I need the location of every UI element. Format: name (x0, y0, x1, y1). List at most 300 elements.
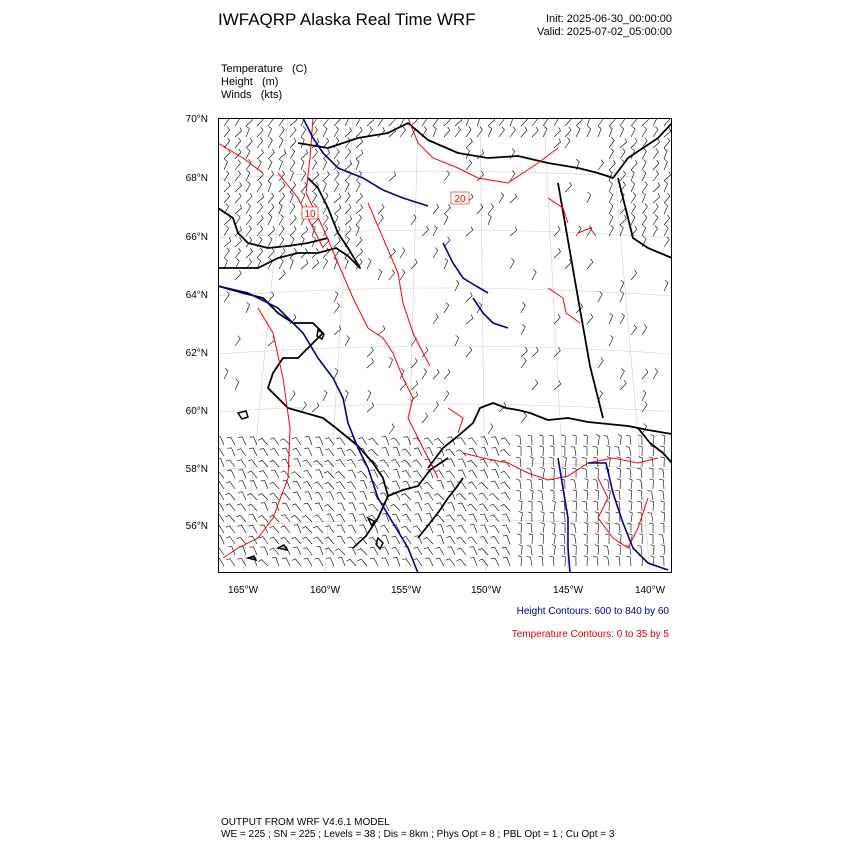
wind-barb (224, 225, 229, 236)
wind-barb (360, 492, 367, 500)
wind-barb (279, 137, 283, 148)
wind-barb (532, 347, 538, 357)
wind-barb (554, 226, 560, 236)
wind-barb (393, 558, 400, 566)
wind-barb (292, 448, 301, 456)
model-info-line1: OUTPUT FROM WRF V4.6.1 MODEL (221, 817, 390, 828)
wind-barb (268, 159, 272, 170)
wind-barb (631, 126, 635, 137)
wind-barb (457, 438, 466, 445)
lat-label-68n: 68°N (185, 173, 208, 184)
wind-barb (490, 515, 499, 522)
wind-barb (664, 138, 670, 148)
wind-barb (301, 227, 308, 236)
wind-barb (598, 291, 602, 302)
wind-barb (606, 446, 610, 457)
wind-barb (554, 248, 561, 258)
wind-barb (437, 525, 444, 533)
wind-barb (653, 149, 658, 159)
wind-barb (598, 118, 603, 126)
wind-barb (479, 493, 488, 500)
valid-time: Valid: 2025-07-02_05:00:00 (537, 26, 672, 38)
wind-barb (650, 446, 654, 456)
wind-barb (510, 148, 515, 159)
lon-label-140w: 140°W (634, 585, 666, 596)
wind-barb (488, 204, 494, 214)
wind-barb (433, 369, 439, 379)
wind-barb (323, 181, 326, 192)
wind-barb (258, 438, 268, 445)
wind-barb (304, 503, 312, 511)
wind-barb (346, 559, 356, 566)
wind-barb (370, 547, 378, 555)
wind-barb (444, 302, 449, 313)
wind-barb (235, 138, 241, 148)
wind-barb (381, 547, 389, 555)
wind-barb (367, 118, 374, 126)
wind-barb (468, 482, 477, 489)
wind-barb (510, 258, 514, 269)
wind-barb (593, 480, 598, 490)
wind-barb (345, 258, 348, 269)
wind-barb (290, 160, 295, 171)
wind-barb (334, 303, 340, 313)
lat-label-66n: 66°N (185, 232, 208, 243)
wind-barb (626, 556, 631, 566)
wind-barb (337, 448, 345, 456)
wind-barb (642, 148, 647, 159)
wind-barb (468, 537, 477, 544)
wind-barb (554, 138, 561, 148)
wind-barb (618, 434, 622, 445)
wind-barb (642, 126, 647, 137)
wind-barb (334, 126, 339, 137)
wind-barb (617, 468, 621, 478)
wind-barb (587, 126, 591, 137)
wind-barb (316, 448, 323, 456)
wind-barb (268, 118, 273, 126)
lat-label-64n: 64°N (185, 290, 208, 301)
wind-barb (468, 438, 477, 445)
wind-barb (323, 215, 328, 225)
wind-barb (595, 523, 599, 533)
lon-label-160w: 160°W (309, 585, 341, 596)
wind-barb (560, 545, 565, 555)
wind-barb (367, 403, 374, 413)
wind-barb (348, 525, 356, 533)
wind-barb (584, 545, 588, 555)
wind-barb (402, 449, 411, 456)
field-winds (221, 89, 282, 101)
wind-barb (628, 490, 632, 500)
wind-barb (356, 215, 362, 225)
wind-barb (224, 138, 230, 148)
wind-barb (290, 226, 296, 236)
wind-barb (315, 558, 323, 566)
wind-barb (631, 118, 637, 126)
wind-barb (258, 516, 268, 523)
wind-barb (334, 237, 340, 247)
wind-barb (479, 504, 488, 511)
wind-barb (664, 193, 670, 203)
islands (238, 330, 383, 560)
wind-barb (503, 558, 510, 566)
wind-barb (304, 558, 312, 566)
wind-barb (540, 446, 544, 456)
wind-barb (516, 480, 521, 490)
field-name: Temperature (221, 63, 283, 75)
field-name: Winds (221, 89, 252, 101)
wind-barb (356, 118, 361, 126)
wind-barb (500, 450, 510, 457)
wind-barb (620, 368, 624, 379)
wind-barb (664, 237, 669, 247)
wind-barb (510, 227, 517, 237)
wind-barb (457, 548, 466, 555)
wind-barb (554, 380, 561, 390)
wind-barb (260, 448, 269, 456)
wind-barb (334, 181, 339, 192)
wind-barb (444, 118, 450, 126)
wind-barb (529, 457, 533, 468)
wind-barb (235, 204, 242, 214)
wind-barb (279, 118, 284, 126)
wind-barb (402, 514, 411, 522)
wind-barb (281, 526, 290, 533)
wind-barb (301, 137, 304, 148)
wind-barb (549, 457, 554, 467)
wind-barb (238, 492, 246, 500)
wind-barb (378, 204, 384, 214)
wind-barb (301, 236, 304, 247)
wind-barb (359, 503, 367, 511)
wind-barb (521, 324, 525, 335)
wind-barb (517, 446, 521, 456)
wind-barb (521, 127, 527, 137)
wind-barb (334, 149, 339, 159)
wind-barb (659, 479, 664, 489)
wind-barb (293, 547, 301, 555)
wind-barb (468, 493, 477, 500)
wind-barb (239, 470, 247, 478)
wind-barb (446, 525, 455, 533)
wind-barb (413, 460, 422, 467)
wind-barb (521, 302, 525, 313)
wind-barb (642, 204, 647, 214)
wind-barb (227, 437, 235, 445)
wind-barb (595, 468, 599, 478)
wind-barb (279, 236, 284, 247)
wind-barb (609, 181, 612, 192)
wind-barb (629, 512, 633, 523)
wind-barb (250, 547, 258, 555)
wind-barb (631, 270, 637, 280)
wind-barb (648, 513, 654, 522)
wind-barb (502, 547, 510, 555)
wind-barb (593, 556, 598, 566)
wind-barb (664, 225, 668, 236)
wind-barb (572, 435, 576, 445)
wind-barb (650, 479, 654, 489)
wind-barb (480, 525, 488, 533)
temperature-label-20 (451, 192, 469, 205)
wind-barb (271, 470, 279, 478)
temperature-contours-note: Temperature Contours: 0 to 35 by 5 (511, 629, 669, 640)
wind-barb (502, 514, 510, 522)
wind-barb (312, 192, 317, 203)
arctic-coast (298, 123, 672, 178)
wind-barb (290, 215, 296, 225)
wind-barb (563, 456, 567, 467)
wind-barb (290, 203, 295, 214)
wind-barb (345, 215, 352, 225)
wind-barb (653, 194, 660, 204)
wind-barb (661, 435, 665, 445)
wind-barb (237, 515, 247, 522)
wind-barb (433, 204, 439, 214)
wind-barb (539, 435, 543, 445)
wind-barb (348, 492, 356, 500)
wind-barb (257, 226, 263, 236)
wind-barb (620, 313, 625, 324)
wind-barb (336, 460, 345, 468)
wind-barb (356, 204, 363, 214)
wind-barb (466, 227, 473, 237)
wind-barb (268, 236, 272, 247)
wind-barb (480, 514, 488, 522)
wind-barb (269, 460, 279, 467)
lon-label-155w: 155°W (390, 585, 422, 596)
wind-barb (424, 548, 433, 556)
wind-barb (367, 390, 371, 401)
wind-barb (571, 535, 576, 544)
wind-barb (369, 504, 378, 511)
wind-barb (572, 457, 576, 467)
wind-barb (312, 127, 318, 137)
wind-barb (391, 460, 400, 468)
field-units: (m) (261, 76, 279, 88)
wind-barb (357, 549, 367, 556)
wind-barb (238, 525, 246, 533)
wind-barb (268, 137, 272, 148)
wind-barb (226, 504, 235, 511)
wind-barb (261, 481, 268, 489)
wind-barb (466, 347, 472, 357)
field-height (221, 76, 278, 88)
wind-barb (301, 126, 306, 137)
wind-barb (649, 468, 653, 478)
wind-barb (433, 402, 439, 412)
wind-barb (584, 435, 588, 445)
wind-barb (224, 248, 229, 258)
wind-barb (584, 534, 588, 544)
wind-barb (458, 459, 466, 467)
wind-barb (527, 480, 532, 490)
wind-barb (620, 215, 626, 225)
wind-barb (290, 182, 296, 192)
wind-barb (539, 545, 543, 555)
wind-barb (336, 482, 345, 489)
wind-barb (315, 492, 323, 500)
wind-barb (324, 482, 334, 489)
wind-barb (337, 525, 345, 533)
wind-barb (380, 460, 389, 467)
wind-barb (437, 536, 444, 544)
wind-barb (560, 534, 565, 544)
wind-barb (653, 214, 658, 225)
wind-barb (448, 503, 455, 511)
wind-barb (337, 536, 345, 544)
wind-barb (642, 225, 646, 236)
wind-barb (315, 503, 323, 511)
wind-barb (257, 215, 263, 225)
wind-barb (584, 556, 588, 566)
lon-label-145w: 145°W (552, 585, 584, 596)
wind-barb (235, 118, 240, 126)
wind-barb (543, 118, 548, 126)
wind-barb (604, 557, 609, 566)
wind-barb (290, 148, 295, 159)
contour-label: 20 (454, 194, 466, 205)
wind-barb (358, 559, 367, 566)
wind-barb (279, 270, 285, 280)
wind-barb (348, 470, 356, 478)
wind-barb (550, 512, 554, 522)
wind-barb (235, 215, 240, 226)
west-coast (218, 286, 388, 548)
wind-barb (488, 214, 491, 225)
wind-barbs (218, 118, 671, 566)
wind-barb (469, 470, 478, 478)
wind-barb (620, 280, 624, 291)
wind-barb (538, 479, 543, 489)
wind-barb (246, 170, 250, 181)
lat-label-56n: 56°N (185, 521, 208, 532)
wind-barb (226, 493, 235, 500)
wind-barb (246, 148, 250, 159)
wind-barb (551, 468, 555, 478)
wind-barb (642, 369, 648, 379)
wind-barb (447, 481, 455, 489)
wind-barb (224, 118, 229, 126)
wind-barb (411, 118, 417, 126)
wind-barb (303, 482, 312, 490)
wind-barb (249, 514, 257, 522)
wind-barb (664, 171, 671, 181)
wind-barb (532, 380, 538, 390)
wind-barb (565, 127, 571, 137)
wind-barb (425, 503, 434, 511)
wind-barb (304, 448, 312, 456)
wind-barb (312, 149, 318, 159)
wind-barb (437, 481, 444, 489)
wind-barb (595, 490, 599, 500)
wind-barb (500, 504, 510, 511)
wind-barb (303, 548, 312, 555)
wind-barb (345, 335, 350, 346)
wind-barb (345, 160, 352, 170)
wind-barb (312, 171, 319, 181)
wind-barb (571, 524, 576, 533)
wind-barb (510, 118, 513, 126)
temperature-label-10 (302, 207, 318, 220)
wind-barb (661, 457, 665, 467)
wind-barb (466, 160, 472, 170)
wind-barb (226, 526, 235, 533)
wind-barb (258, 460, 268, 467)
wind-barb (433, 225, 437, 236)
wind-barb (659, 490, 664, 500)
wind-barb (281, 515, 290, 522)
wind-barb (444, 171, 450, 181)
wind-barb (638, 490, 642, 500)
wind-barb (224, 182, 230, 192)
wind-barb (261, 503, 268, 511)
wind-barb (488, 118, 495, 126)
wind-barb (637, 480, 642, 490)
wind-barb (258, 494, 268, 501)
wind-barb (631, 170, 634, 181)
wind-barb (422, 118, 427, 126)
wind-barb (582, 468, 587, 478)
wind-barb (302, 516, 312, 523)
wind-barb (400, 368, 404, 379)
wind-barb (479, 559, 488, 566)
wind-barb (356, 150, 363, 159)
wind-barb (664, 215, 670, 225)
wind-barb (587, 259, 593, 269)
wind-barb (598, 126, 601, 137)
wind-barb (237, 504, 246, 511)
wind-barb (246, 181, 250, 192)
wind-barb (561, 435, 565, 445)
wind-barb (224, 149, 230, 159)
wind-barb (291, 515, 301, 522)
wind-barb (489, 494, 499, 500)
wind-barb (345, 127, 352, 137)
wind-barb (573, 490, 577, 500)
wind-barb (596, 434, 600, 445)
wind-barb (626, 457, 631, 467)
map-title: IWFAQRP Alaska Real Time WRF (218, 10, 476, 29)
wind-barb (550, 556, 555, 566)
wind-barb (478, 548, 488, 555)
wind-barb (224, 170, 229, 181)
wind-barb (650, 501, 654, 511)
wind-barb (532, 269, 536, 280)
wind-barb (390, 504, 400, 511)
wind-barb (338, 558, 345, 566)
wind-barb (653, 118, 657, 126)
wind-barb (312, 259, 319, 269)
wind-barb (653, 225, 658, 236)
wind-barb (279, 182, 285, 192)
wind-barb (389, 171, 396, 181)
wind-barb (540, 534, 544, 544)
wind-barb (414, 547, 423, 555)
wind-barb (458, 470, 466, 478)
wind-barb (529, 534, 533, 544)
wind-barb (238, 558, 246, 566)
wind-barb (433, 118, 438, 126)
wind-barb (235, 182, 242, 192)
wind-barb (664, 203, 668, 214)
wind-barb (480, 470, 488, 478)
wind-barb (246, 126, 249, 137)
wind-barb (268, 149, 274, 159)
wind-barb (444, 369, 450, 379)
wind-barb (455, 127, 460, 137)
